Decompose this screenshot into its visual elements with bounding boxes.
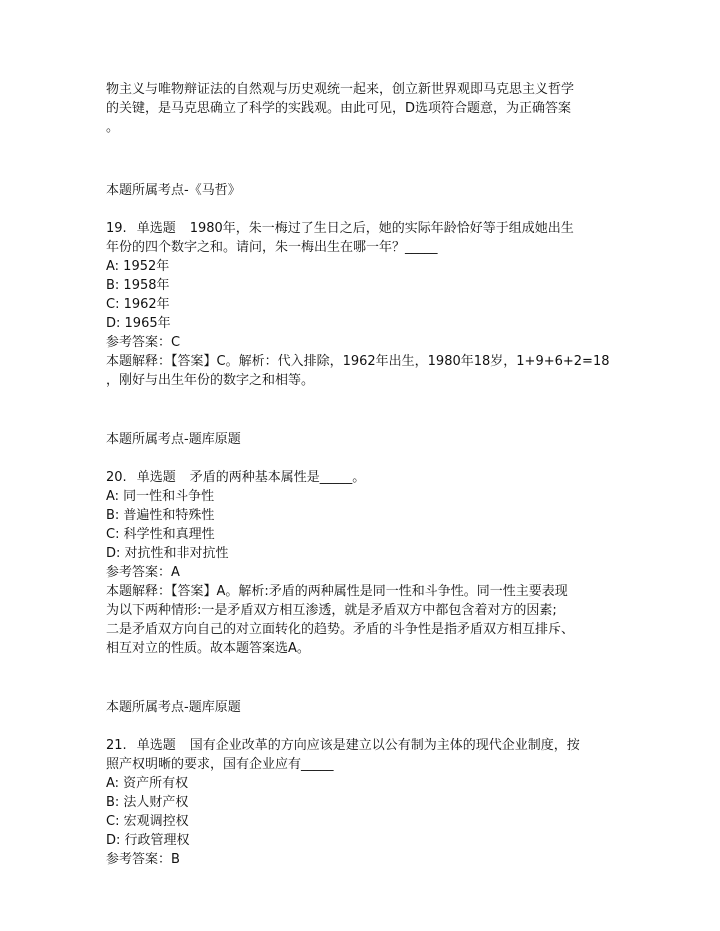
reference-answer: 参考答案：B xyxy=(106,852,180,867)
question-type: 单选题 xyxy=(136,221,176,236)
option-d: D: 1965年 xyxy=(106,316,171,331)
category-label: 本题所属考点-《马哲》 xyxy=(106,183,241,198)
question-header xyxy=(106,219,626,238)
reference-answer: 参考答案：A xyxy=(106,565,180,580)
category-label: 本题所属考点-题库原题 xyxy=(106,700,241,715)
option-b: B: 1958年 xyxy=(106,278,170,293)
explanation-line: ，刚好与出生年份的数字之和相等。 xyxy=(106,373,315,388)
question-20 xyxy=(106,468,626,658)
explanation-line: 二是矛盾双方向自己的对立面转化的趋势。矛盾的斗争性是指矛盾双方相互排斥、 xyxy=(106,622,575,637)
option-a: A: 1952年 xyxy=(106,259,170,274)
option-a: A: 资产所有权 xyxy=(106,776,189,791)
option-b: B: 普遍性和特殊性 xyxy=(106,508,215,523)
category-label: 本题所属考点-题库原题 xyxy=(106,432,241,447)
question-stem-line: 年份的四个数字之和。请问，朱一梅出生在哪一年？_____ xyxy=(106,240,438,255)
intro-explanation xyxy=(106,80,626,137)
option-b: B: 法人财产权 xyxy=(106,795,189,810)
question-number: 21. xyxy=(106,738,127,753)
question-21 xyxy=(106,736,626,869)
question-number: 20. xyxy=(106,470,127,485)
explanation-line: 相互对立的性质。故本题答案选A。 xyxy=(106,641,310,656)
option-d: D: 对抗性和非对抗性 xyxy=(106,546,229,561)
question-stem: 国有企业改革的方向应该是建立以公有制为主体的现代企业制度，按 xyxy=(189,738,580,753)
explanation-line: 本题解释：【答案】C。解析：代入排除，1962年出生，1980年18岁，1+9+6+2=18 xyxy=(106,354,610,369)
question-header xyxy=(106,736,626,755)
question-19 xyxy=(106,219,626,390)
question-stem: 1980年，朱一梅过了生日之后，她的实际年龄恰好等于组成她出生 xyxy=(189,221,574,236)
intro-line: 物主义与唯物辩证法的自然观与历史观统一起来，创立新世界观即马克思主义哲学 xyxy=(106,82,575,97)
option-a: A: 同一性和斗争性 xyxy=(106,489,215,504)
question-number: 19. xyxy=(106,221,127,236)
question-type: 单选题 xyxy=(136,738,176,753)
question-stem: 矛盾的两种基本属性是_____。 xyxy=(189,470,366,485)
question-header xyxy=(106,468,626,487)
intro-line: 。 xyxy=(106,120,120,135)
reference-answer: 参考答案：C xyxy=(106,335,181,350)
question-stem-line: 照产权明晰的要求，国有企业应有_____ xyxy=(106,757,334,772)
intro-line: 的关键，是马克思确立了科学的实践观。由此可见，D选项符合题意，为正确答案 xyxy=(106,101,572,116)
option-d: D: 行政管理权 xyxy=(106,833,190,848)
question-type: 单选题 xyxy=(136,470,176,485)
option-c: C: 宏观调控权 xyxy=(106,814,189,829)
explanation-line: 为以下两种情形:一是矛盾双方相互渗透，就是矛盾双方中都包含着对方的因素; xyxy=(106,603,557,618)
option-c: C: 科学性和真理性 xyxy=(106,527,215,542)
document-page xyxy=(106,80,626,869)
option-c: C: 1962年 xyxy=(106,297,170,312)
explanation-line: 本题解释：【答案】A。解析:矛盾的两种属性是同一性和斗争性。同一性主要表现 xyxy=(106,584,568,599)
